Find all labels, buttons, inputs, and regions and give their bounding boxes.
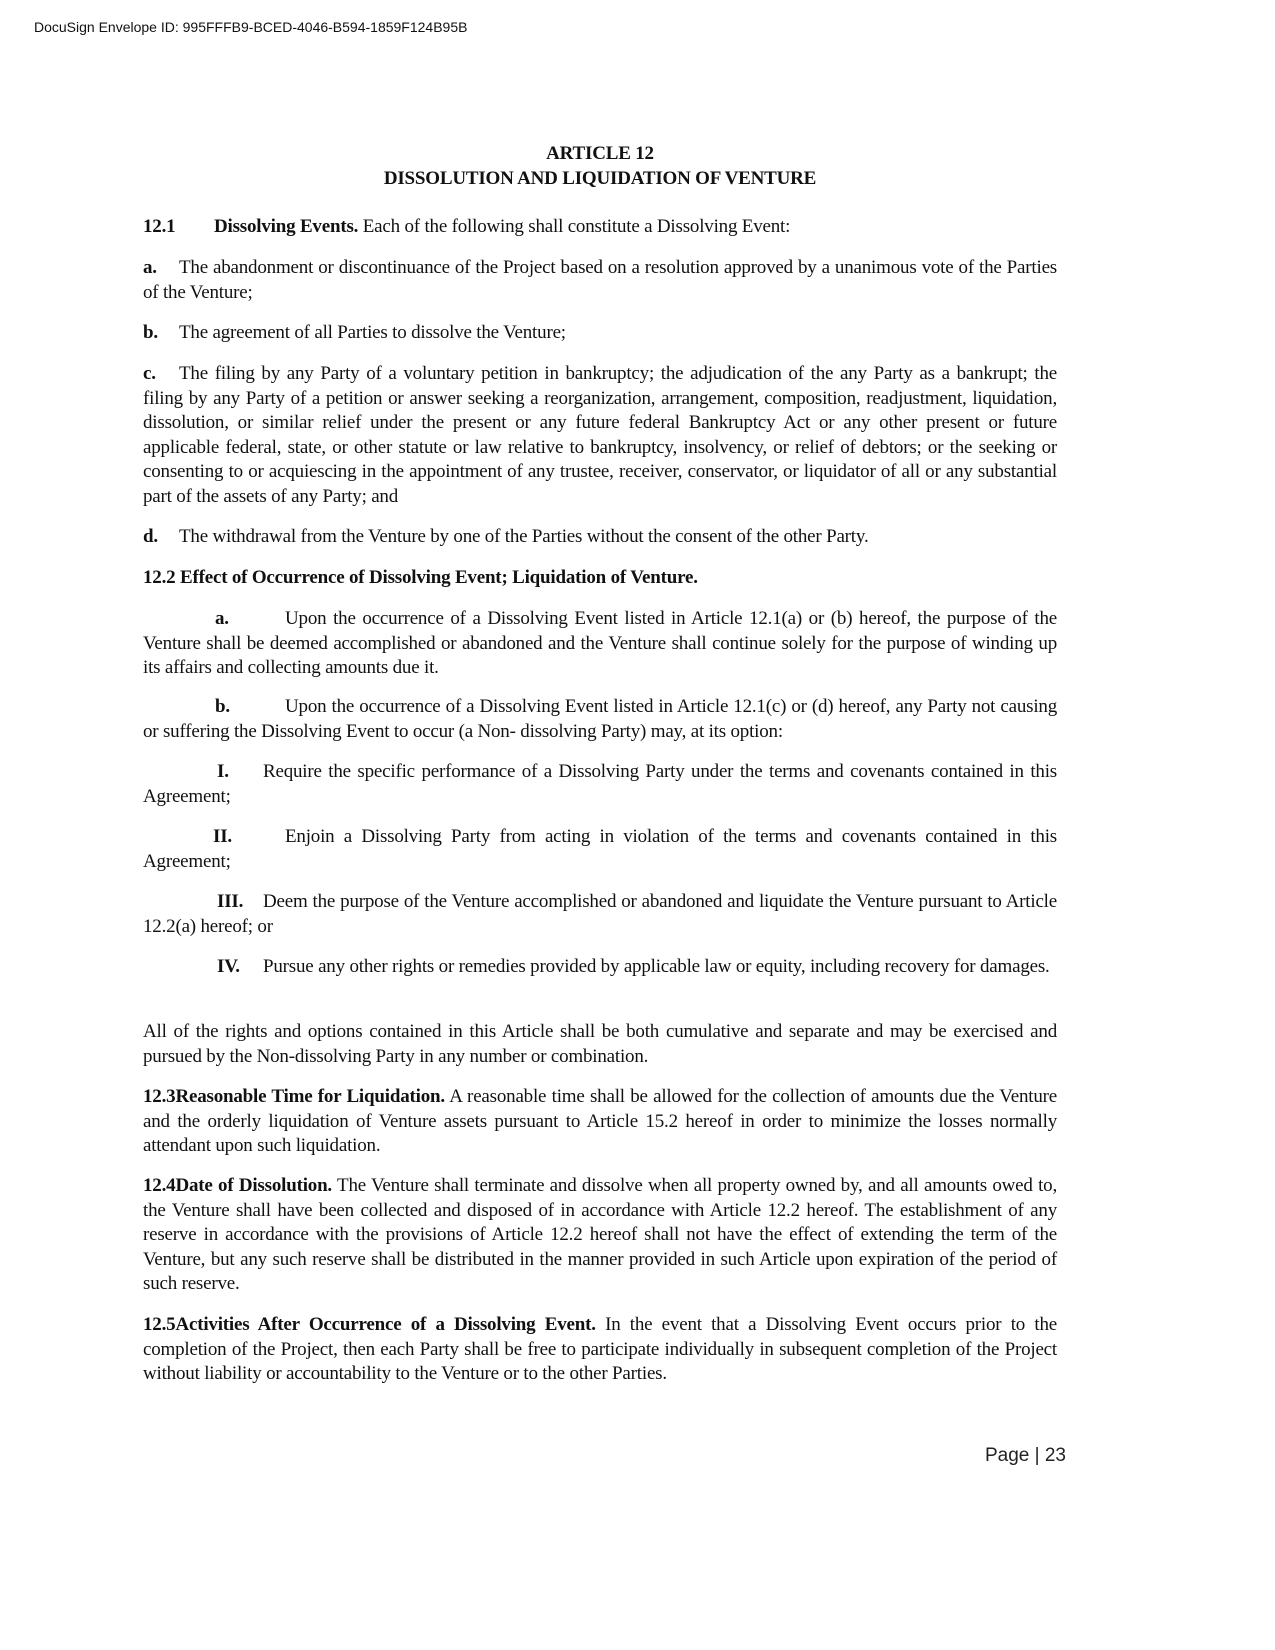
list-item	[143, 695, 1057, 744]
list-item	[143, 256, 1057, 305]
section-heading: Dissolving Events.	[214, 216, 359, 237]
item-label: b.	[143, 322, 158, 343]
item-text: The withdrawal from the Venture by one of the Parties without the consent of the other Party.	[179, 526, 869, 547]
section-12-4	[143, 1174, 1057, 1297]
option-text: Pursue any other rights or remedies provided by applicable law or equity, including recovery for damages.	[263, 956, 1050, 977]
option-item	[143, 760, 1057, 809]
option-text: Deem the purpose of the Venture accomplished or abandoned and liquidate the Venture pursuant to Article 12.2(a) hereof; or	[143, 891, 1057, 937]
item-text: The filing by any Party of a voluntary petition in bankruptcy; the adjudication of the any Party as a bankrupt; the filing by any Party of a petition or answer seeking a reorganization, arrangement, composition, readjustment, liquidation, dissolution, or similar relief under the present or any future federal Bankruptcy Act or any other present or future applicable federal, state, or other statute or law relative to bankruptcy, insolvency, or relief of debtors; or the seeking or consenting to or acquiescing in the appointment of any trustee, receiver, conservator, or liquidator of all or any substantial part of the assets of any Party; and	[143, 363, 1057, 507]
section-text: In the event that a Dissolving Event occurs prior to the completion of the Project, then each Party shall be free to participate individually in subsequent completion of the Project without liability or accountability to the Venture or to the other Parties.	[143, 1314, 1057, 1384]
section-number: 12.3	[143, 1086, 176, 1107]
option-text: Require the specific performance of a Dissolving Party under the terms and covenants contained in this Agreement;	[143, 761, 1057, 807]
section-number: 12.1	[143, 216, 176, 237]
section-heading: Date of Dissolution.	[175, 1175, 332, 1196]
section-12-2-heading: 12.2 Effect of Occurrence of Dissolving Event; Liquidation of Venture.	[143, 567, 698, 588]
option-item	[143, 825, 1057, 874]
item-label: b.	[215, 696, 230, 717]
article-number: ARTICLE 12	[546, 143, 654, 164]
list-item	[143, 525, 1057, 550]
section-12-1	[143, 215, 1057, 240]
option-label: II.	[213, 826, 232, 847]
section-heading: Reasonable Time for Liquidation.	[175, 1086, 445, 1107]
section-12-3	[143, 1085, 1057, 1159]
section-heading: Activities After Occurrence of a Dissolving Event.	[175, 1314, 596, 1335]
option-label: III.	[217, 891, 244, 912]
option-label: I.	[217, 761, 229, 782]
section-text: The Venture shall terminate and dissolve when all property owned by, and all amounts owed to, the Venture shall have been collected and disposed of in accordance with Article 12.2 hereof. The establishment of any reserve in accordance with the provisions of Article 12.2 hereof shall not have the effect of extending the term of the Venture, but any such reserve shall be distributed in the manner provided in such Article upon expiration of the period of such reserve.	[143, 1175, 1057, 1294]
item-label: a.	[215, 608, 229, 629]
item-text: The abandonment or discontinuance of the Project based on a resolution approved by a unanimous vote of the Parties of the Venture;	[143, 257, 1057, 303]
option-item	[143, 955, 1057, 980]
item-text: Upon the occurrence of a Dissolving Event listed in Article 12.1(c) or (d) hereof, any Party not causing or suffering the Dissolving Event to occur (a Non- dissolving Party) may, at its option:	[143, 696, 1057, 742]
section-text: A reasonable time shall be allowed for the collection of amounts due the Venture and the orderly liquidation of Venture assets pursuant to Article 15.2 hereof in order to minimize the losses normally attendant upon such liquidation.	[143, 1086, 1057, 1156]
item-text: Upon the occurrence of a Dissolving Event listed in Article 12.1(a) or (b) hereof, the purpose of the Venture shall be deemed accomplished or abandoned and the Venture shall continue solely for the purpose of winding up its affairs and collecting amounts due it.	[143, 608, 1057, 678]
list-item	[143, 321, 1057, 346]
item-label: a.	[143, 257, 157, 278]
section-12-5	[143, 1313, 1057, 1387]
option-text: Enjoin a Dissolving Party from acting in violation of the terms and covenants contained in this Agreement;	[143, 826, 1057, 872]
cumulative-paragraph: All of the rights and options contained in this Article shall be both cumulative and separate and may be exercised and pursued by the Non-dissolving Party in any number or combination.	[143, 1021, 1057, 1067]
page-number: Page | 23	[985, 1445, 1067, 1466]
article-title: DISSOLUTION AND LIQUIDATION OF VENTURE	[383, 167, 817, 189]
item-label: d.	[143, 526, 158, 547]
section-number: 12.5	[143, 1314, 176, 1335]
list-item	[143, 607, 1057, 681]
envelope-id: DocuSign Envelope ID: 995FFFB9-BCED-4046-B594-1859F124B95B	[34, 19, 468, 35]
item-text: The agreement of all Parties to dissolve the Venture;	[179, 322, 566, 343]
article-heading	[143, 142, 1057, 191]
item-label: c.	[143, 363, 156, 384]
option-item	[143, 890, 1057, 939]
section-text: Each of the following shall constitute a Dissolving Event:	[358, 216, 791, 237]
section-number: 12.4	[143, 1175, 176, 1196]
option-label: IV.	[217, 956, 240, 977]
list-item	[143, 362, 1057, 509]
